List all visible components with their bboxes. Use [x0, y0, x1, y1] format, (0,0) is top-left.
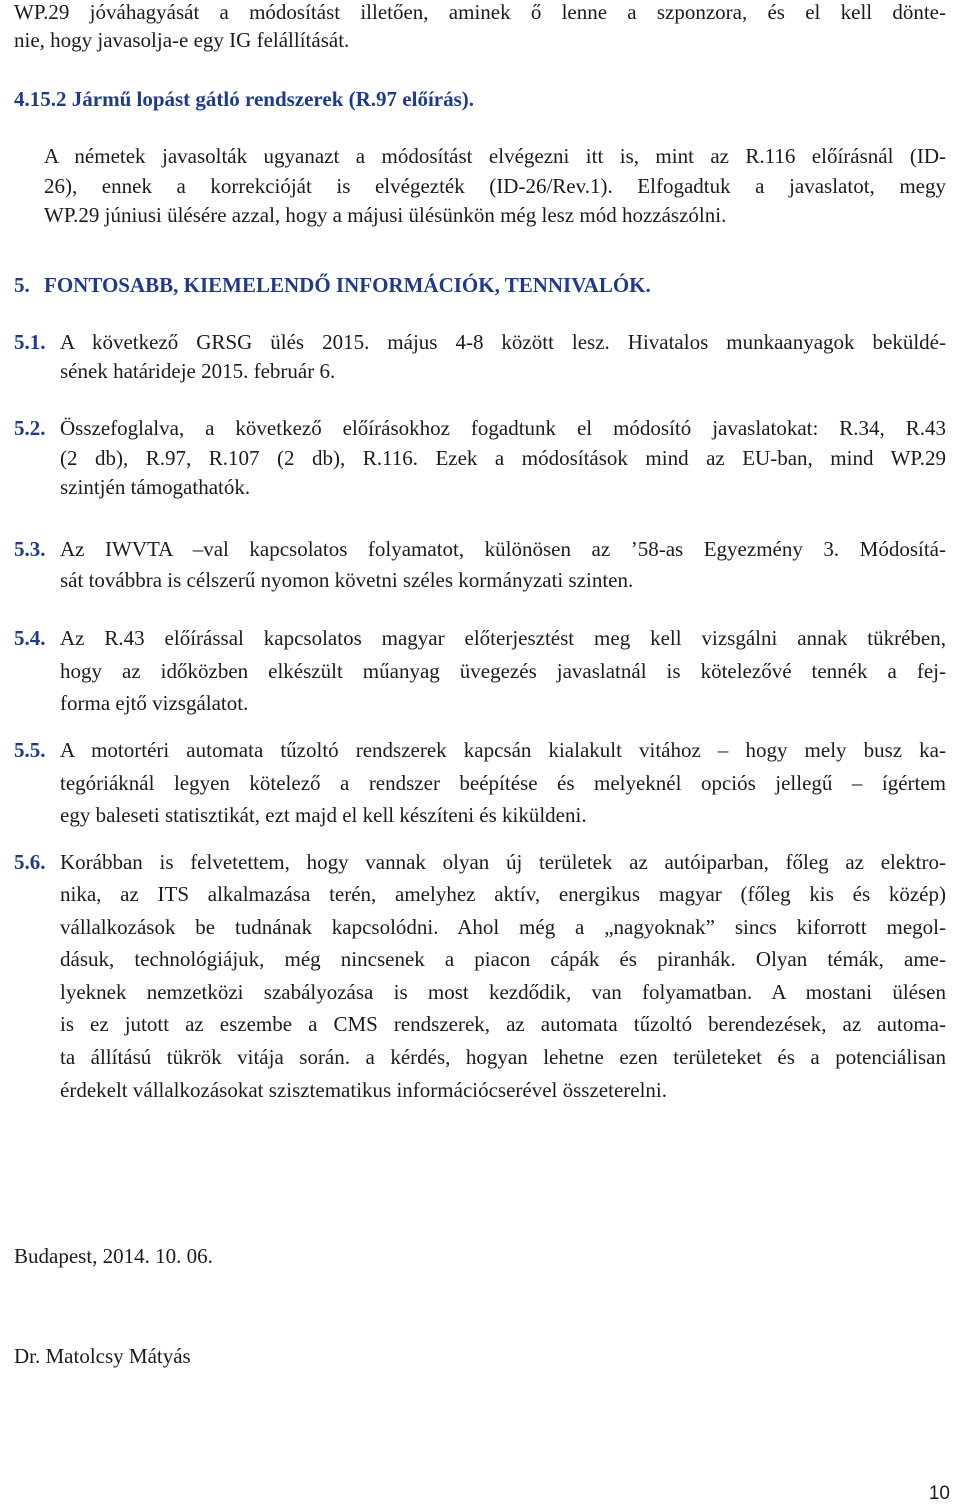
section-title: FONTOSABB, KIEMELENDŐ INFORMÁCIÓK, TENNIVALÓK.	[44, 273, 651, 297]
paragraph-line: forma ejtő vizsgálatot.	[60, 691, 249, 715]
paragraph-line: Az IWVTA –val kapcsolatos folyamatot, különösen az ’58-as Egyezmény 3. Módosítá-	[60, 537, 946, 561]
paragraph-line: sát továbbra is célszerű nyomon követni széles kormányzati szinten.	[60, 568, 634, 592]
paragraph-line: WP.29 jóváhagyását a módosítást illetően, aminek ő lenne a szponzora, és el kell dönte-	[14, 0, 946, 24]
section-number: 5.	[14, 273, 30, 297]
paragraph-line: 26), ennek a korrekcióját is elvégezték (ID-26/Rev.1). Elfogadtuk a javaslatot, megy	[44, 174, 946, 198]
item-number: 5.3.	[14, 537, 46, 561]
paragraph-line: sének határideje 2015. február 6.	[60, 359, 336, 383]
paragraph-line: WP.29 júniusi ülésére azzal, hogy a májusi ülésünkön még lesz mód hozzászólni.	[44, 203, 727, 227]
item-number: 5.4.	[14, 626, 46, 650]
paragraph-line: lyeknek nemzetközi szabályozása is most kezdődik, van folyamatban. A mostani ülésen	[60, 980, 946, 1004]
item-number: 5.6.	[14, 850, 46, 874]
paragraph-line: tegóriáknál legyen kötelező a rendszer beépítése és melyeknél opciós jellegű – ígértem	[60, 771, 946, 795]
paragraph-line: Korábban is felvetettem, hogy vannak olyan új területek az autóiparban, főleg az elektro-	[60, 850, 946, 874]
place-date: Budapest, 2014. 10. 06.	[14, 1244, 213, 1268]
paragraph-line: A németek javasolták ugyanazt a módosítást elvégezni itt is, mint az R.116 előírásnál (ID-	[44, 144, 946, 168]
paragraph-line: hogy az időközben elkészült műanyag üvegezés javaslatnál is kötelezővé tennék a fej-	[60, 659, 946, 683]
paragraph-line: A következő GRSG ülés 2015. május 4-8 között lesz. Hivatalos munkaanyagok beküldé-	[60, 330, 946, 354]
item-number: 5.2.	[14, 416, 46, 440]
paragraph-line: egy baleseti statisztikát, ezt majd el kell készíteni és kiküldeni.	[60, 803, 587, 827]
signature-name: Dr. Matolcsy Mátyás	[14, 1344, 191, 1368]
item-number: 5.5.	[14, 738, 46, 762]
paragraph-line: dásuk, technológiájuk, még nincsenek a piacon cápák és piranhák. Olyan témák, ame-	[60, 947, 946, 971]
paragraph-line: is ez jutott az eszembe a CMS rendszerek, az automata tűzoltó berendezések, az automa-	[60, 1012, 946, 1036]
paragraph-line: nika, az ITS alkalmazása terén, amelyhez aktív, energikus magyar (főleg kis és közép)	[60, 882, 946, 906]
paragraph-line: ta állítású tükrök vitája során. a kérdés, hogyan lehetne ezen területeket és a potenciálisan	[60, 1045, 946, 1069]
paragraph-line: érdekelt vállalkozásokat szisztematikus információcserével összeterelni.	[60, 1078, 668, 1102]
subsection-heading: 4.15.2 Jármű lopást gátló rendszerek (R.97 előírás).	[14, 87, 475, 111]
paragraph-line: vállalkozások be tudnának kapcsolódni. Ahol még a „nagyoknak” sincs kiforrott megol-	[60, 915, 946, 939]
paragraph-line: (2 db), R.97, R.107 (2 db), R.116. Ezek a módosítások mind az EU-ban, mind WP.29	[60, 446, 946, 470]
paragraph-line: szintjén támogathatók.	[60, 475, 251, 499]
paragraph-line: Összefoglalva, a következő előírásokhoz fogadtunk el módosító javaslatokat: R.34, R.43	[60, 416, 946, 440]
page-number: 10	[928, 1483, 950, 1504]
paragraph-line: A motortéri automata tűzoltó rendszerek kapcsán kialakult vitához – hogy mely busz ka-	[60, 738, 946, 762]
paragraph-line: nie, hogy javasolja-e egy IG felállítását.	[14, 28, 350, 52]
paragraph-line: Az R.43 előírással kapcsolatos magyar előterjesztést meg kell vizsgálni annak tükrében,	[60, 626, 946, 650]
item-number: 5.1.	[14, 330, 46, 354]
